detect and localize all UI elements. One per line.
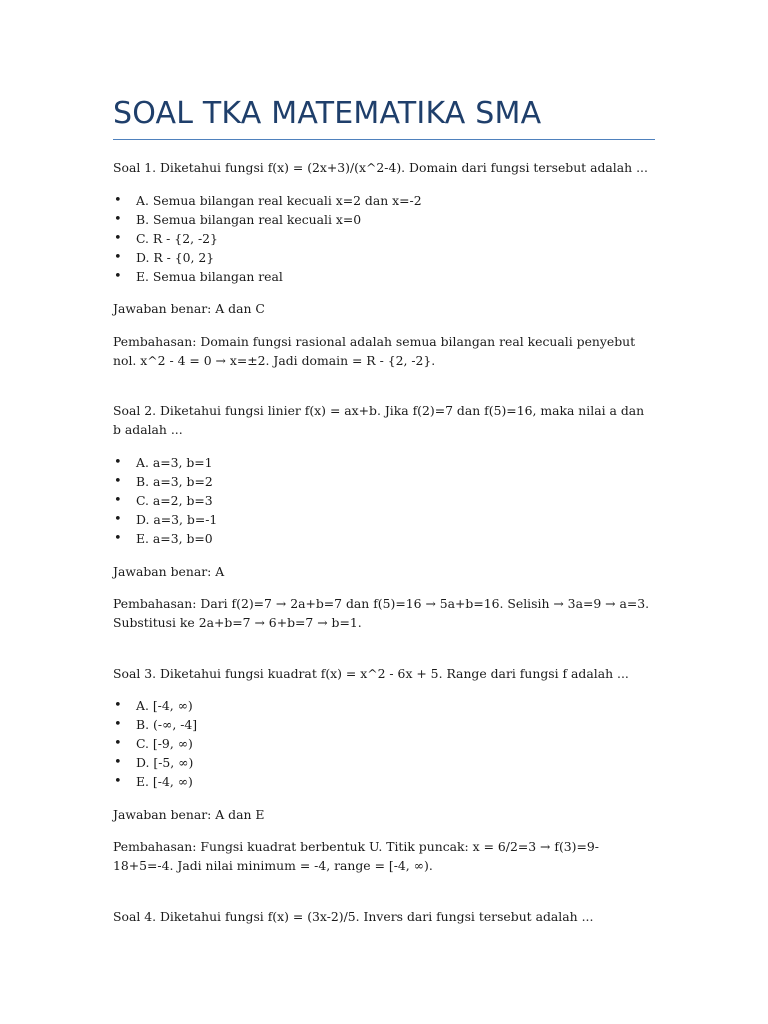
document-title: SOAL TKA MATEMATIKA SMA (113, 96, 542, 131)
option-label: D. R - {0, 2} (136, 250, 215, 265)
bullet-icon: • (114, 512, 122, 527)
bullet-icon: • (114, 531, 122, 546)
option-label: C. a=2, b=3 (136, 493, 213, 508)
bullet-icon: • (114, 474, 122, 489)
title-underline (113, 139, 655, 140)
option-label: A. [-4, ∞) (136, 698, 193, 713)
bullet-icon: • (114, 736, 122, 751)
bullet-icon: • (114, 212, 122, 227)
option-label: B. a=3, b=2 (136, 474, 213, 489)
option-label: C. R - {2, -2} (136, 231, 218, 246)
option-label: E. a=3, b=0 (136, 531, 213, 546)
question-1-options (113, 191, 422, 286)
option-item (113, 715, 197, 734)
bullet-icon: • (114, 269, 122, 284)
bullet-icon: • (114, 493, 122, 508)
option-item (113, 453, 217, 472)
question-3-explanation: Pembahasan: Fungsi kuadrat berbentuk U. Titik puncak: x = 6/2=3 → f(3)=9-18+5=-4. Jadi nilai minimum = -4, range = [-4, ∞). (113, 839, 599, 873)
option-item (113, 248, 422, 267)
bullet-icon: • (114, 231, 122, 246)
option-item (113, 529, 217, 548)
question-2-explanation: Pembahasan: Dari f(2)=7 → 2a+b=7 dan f(5)=16 → 5a+b=16. Selisih → 3a=9 → a=3. Substitusi ke 2a+b=7 → 6+b=7 → b=1. (113, 596, 650, 630)
question-4-text: Soal 4. Diketahui fungsi f(x) = (3x-2)/5. Invers dari fungsi tersebut adalah ... (113, 909, 594, 924)
bullet-icon: • (114, 717, 122, 732)
option-item (113, 491, 217, 510)
bullet-icon: • (114, 698, 122, 713)
option-label: B. Semua bilangan real kecuali x=0 (136, 212, 362, 227)
option-item (113, 229, 422, 248)
question-2-text: Soal 2. Diketahui fungsi linier f(x) = ax+b. Jika f(2)=7 dan f(5)=16, maka nilai a dan b adalah ... (113, 403, 645, 437)
question-3-options (113, 696, 197, 791)
question-2-answer: Jawaban benar: A (113, 564, 225, 579)
question-1-answer: Jawaban benar: A dan C (113, 301, 265, 316)
option-label: C. [-9, ∞) (136, 736, 193, 751)
option-label: A. Semua bilangan real kecuali x=2 dan x=-2 (136, 193, 422, 208)
option-item (113, 696, 197, 715)
option-label: D. a=3, b=-1 (136, 512, 218, 527)
question-2-options (113, 453, 217, 548)
question-3-text: Soal 3. Diketahui fungsi kuadrat f(x) = x^2 - 6x + 5. Range dari fungsi f adalah ... (113, 666, 629, 681)
question-1-text: Soal 1. Diketahui fungsi f(x) = (2x+3)/(x^2-4). Domain dari fungsi tersebut adalah ... (113, 160, 648, 175)
bullet-icon: • (114, 774, 122, 789)
option-item (113, 191, 422, 210)
bullet-icon: • (114, 193, 122, 208)
bullet-icon: • (114, 755, 122, 770)
option-label: E. [-4, ∞) (136, 774, 193, 789)
option-item (113, 772, 197, 791)
bullet-icon: • (114, 455, 122, 470)
option-item (113, 267, 422, 286)
option-label: D. [-5, ∞) (136, 755, 194, 770)
option-item (113, 210, 422, 229)
question-3-answer: Jawaban benar: A dan E (113, 807, 265, 822)
option-label: B. (-∞, -4] (136, 717, 198, 732)
option-item (113, 472, 217, 491)
option-item (113, 510, 217, 529)
question-1-explanation: Pembahasan: Domain fungsi rasional adalah semua bilangan real kecuali penyebut nol. x^2 - 4 = 0 → x=±2. Jadi domain = R - {2, -2}. (113, 334, 636, 368)
option-item (113, 753, 197, 772)
option-label: A. a=3, b=1 (136, 455, 213, 470)
bullet-icon: • (114, 250, 122, 265)
option-label: E. Semua bilangan real (136, 269, 283, 284)
option-item (113, 734, 197, 753)
